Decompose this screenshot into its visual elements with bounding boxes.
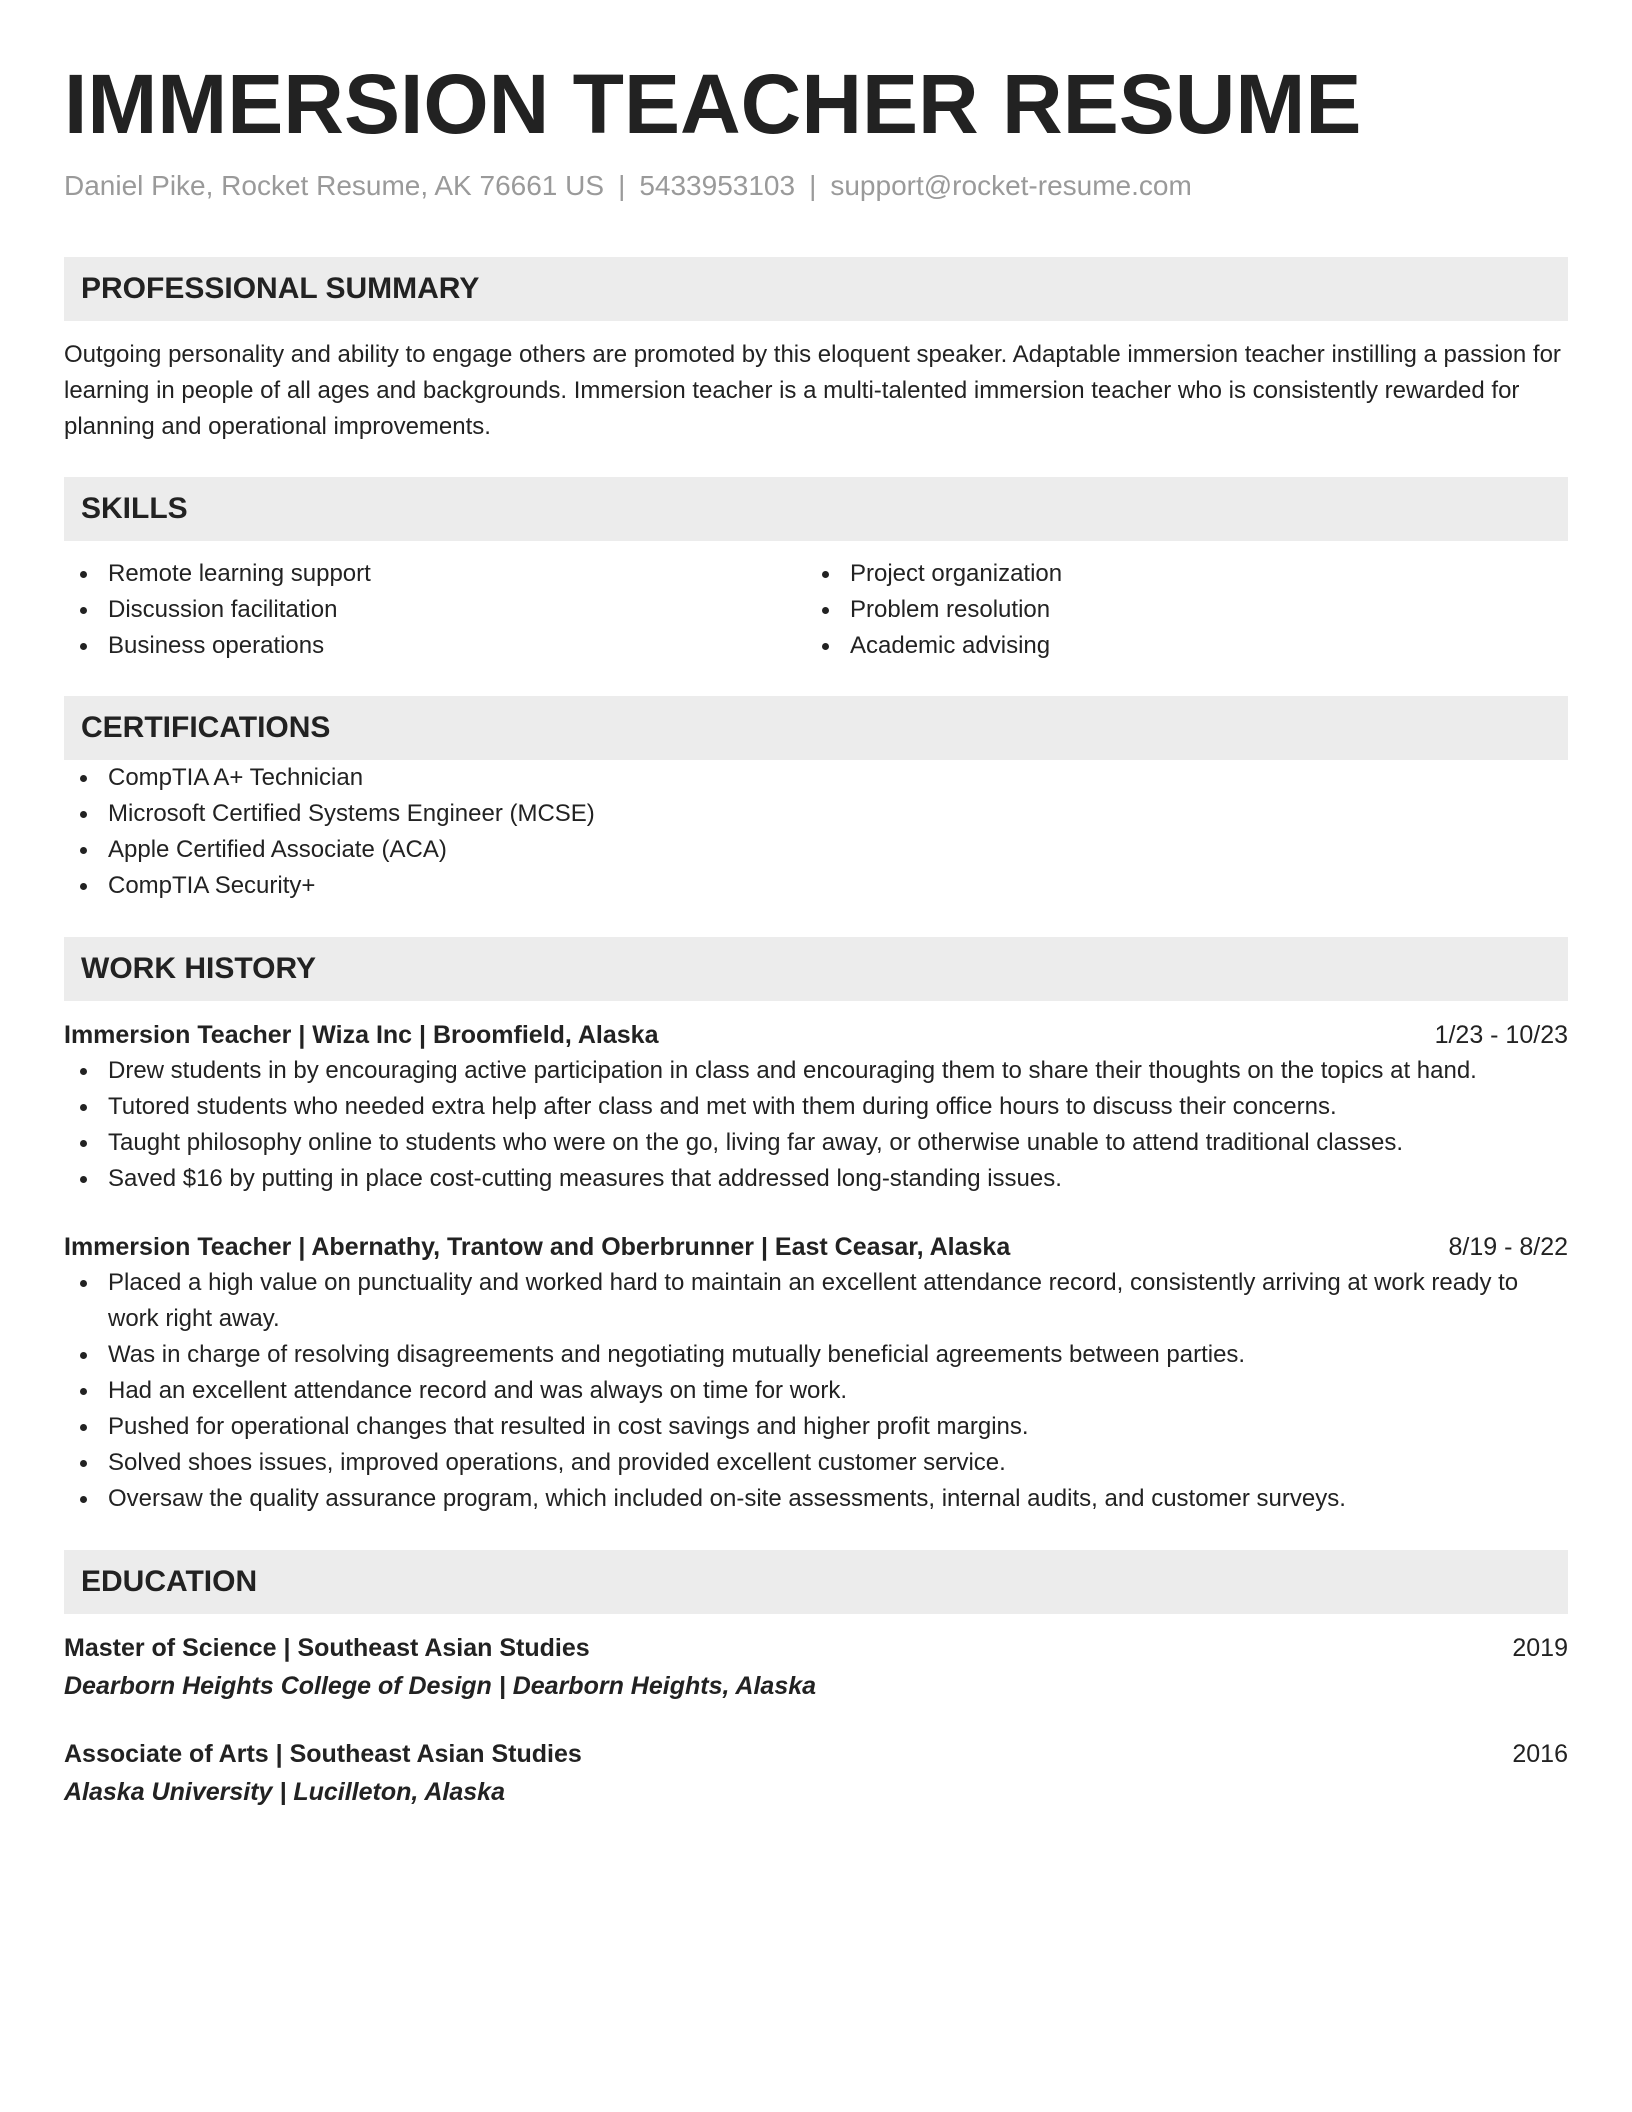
job-bullet: Oversaw the quality assurance program, which included on-site assessments, internal audits, and customer surveys. — [64, 1481, 1568, 1517]
skill-item: Discussion facilitation — [64, 592, 806, 628]
education-year: 2019 — [1512, 1634, 1568, 1662]
skill-item: Academic advising — [806, 628, 1548, 664]
education-header — [64, 1736, 1568, 1772]
section-header-skills: SKILLS — [64, 477, 1568, 541]
skill-item: Business operations — [64, 628, 806, 664]
skill-item: Remote learning support — [64, 556, 806, 592]
skill-item: Problem resolution — [806, 592, 1548, 628]
education-degree: Associate of Arts | Southeast Asian Studies — [64, 1740, 582, 1768]
education-entry — [64, 1736, 1568, 1812]
job-bullet: Solved shoes issues, improved operations, and provided excellent customer service. — [64, 1445, 1568, 1481]
education-entry — [64, 1630, 1568, 1706]
job-title: Immersion Teacher | Wiza Inc | Broomfield, Alaska — [64, 1021, 659, 1049]
job-bullet: Was in charge of resolving disagreements and negotiating mutually beneficial agreements between parties. — [64, 1337, 1568, 1373]
education-school: Alaska University | Lucilleton, Alaska — [64, 1778, 505, 1806]
certification-item: CompTIA Security+ — [64, 868, 1568, 904]
job-header — [64, 1229, 1568, 1265]
certification-item: Microsoft Certified Systems Engineer (MCSE) — [64, 796, 1568, 832]
skill-item: Project organization — [806, 556, 1548, 592]
job-bullet: Taught philosophy online to students who were on the go, living far away, or otherwise unable to attend traditional classes. — [64, 1125, 1568, 1161]
section-header-work-history: WORK HISTORY — [64, 937, 1568, 1001]
job-bullet: Tutored students who needed extra help after class and met with them during office hours to discuss their concerns. — [64, 1089, 1568, 1125]
job-bullet: Pushed for operational changes that resulted in cost savings and higher profit margins. — [64, 1409, 1568, 1445]
certification-item: CompTIA A+ Technician — [64, 760, 1568, 796]
section-header-summary: PROFESSIONAL SUMMARY — [64, 257, 1568, 321]
skills-list-right — [806, 556, 1548, 664]
job-bullet: Drew students in by encouraging active participation in class and encouraging them to share their thoughts on the topics at hand. — [64, 1053, 1568, 1089]
summary-text: Outgoing personality and ability to engage others are promoted by this eloquent speaker. Adaptable immersion teacher instilling a passion for learning in people of all ages and backgrounds. Immersion teacher is a multi-talented immersion teacher who is consistently rewarded for planning and operational improvements. — [64, 341, 1561, 440]
job-bullets — [64, 1265, 1568, 1517]
job-bullet: Had an excellent attendance record and was always on time for work. — [64, 1373, 1568, 1409]
job-header — [64, 1017, 1568, 1053]
job-dates: 1/23 - 10/23 — [1434, 1021, 1568, 1049]
contact-line — [64, 168, 1568, 204]
contact-separator: | — [809, 170, 817, 201]
certification-item: Apple Certified Associate (ACA) — [64, 832, 1568, 868]
education-year: 2016 — [1512, 1740, 1568, 1768]
education-degree: Master of Science | Southeast Asian Studies — [64, 1634, 590, 1662]
section-header-education: EDUCATION — [64, 1550, 1568, 1614]
resume-title: IMMERSION TEACHER RESUME — [64, 57, 1362, 151]
contact-email: support@rocket-resume.com — [830, 170, 1192, 201]
job-bullet: Saved $16 by putting in place cost-cutting measures that addressed long-standing issues. — [64, 1161, 1568, 1197]
education-school: Dearborn Heights College of Design | Dearborn Heights, Alaska — [64, 1672, 817, 1700]
skills-grid — [64, 556, 1568, 664]
job-title: Immersion Teacher | Abernathy, Trantow and Oberbrunner | East Ceasar, Alaska — [64, 1233, 1011, 1261]
job-bullets — [64, 1053, 1568, 1197]
contact-phone: 5433953103 — [639, 170, 796, 201]
skills-list-left — [64, 556, 806, 664]
education-header — [64, 1630, 1568, 1666]
job-dates: 8/19 - 8/22 — [1448, 1233, 1568, 1261]
section-header-certifications: CERTIFICATIONS — [64, 696, 1568, 760]
certifications-list — [64, 760, 1568, 904]
contact-address: Daniel Pike, Rocket Resume, AK 76661 US — [64, 170, 605, 201]
contact-separator: | — [618, 170, 626, 201]
job-bullet: Placed a high value on punctuality and worked hard to maintain an excellent attendance record, consistently arriving at work ready to work right away. — [64, 1265, 1568, 1337]
